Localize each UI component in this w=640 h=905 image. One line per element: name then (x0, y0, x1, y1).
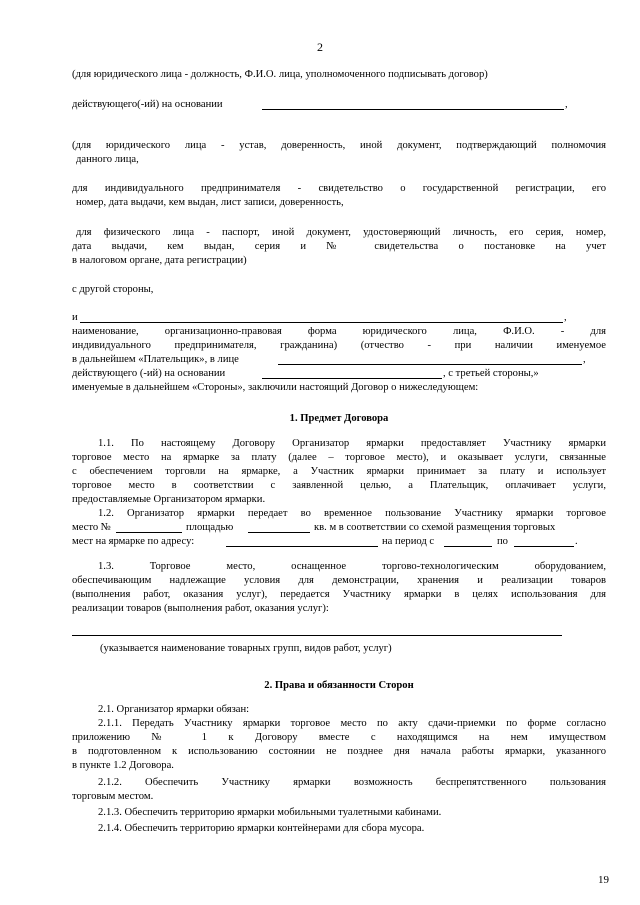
clause-2-1-1-b: приложению № 1 к Договору вместе с находящимся на нем имуществом (72, 732, 606, 743)
clause-2-1-4: 2.1.4. Обеспечить территорию ярмарки контейнерами для сбора мусора. (98, 823, 425, 834)
and-text: и (72, 312, 78, 323)
clause-1-1-c: с обеспечением торговли на ярмарке, а Участник ярмарки принимает за плату и использует (72, 466, 606, 477)
payer-basis-label: действующего (-ий) на основании (72, 368, 226, 379)
place-number-label: место № (72, 522, 111, 533)
area-blank (248, 532, 310, 533)
clause-2-1-3: 2.1.3. Обеспечить территорию ярмарки мобильными туалетными кабинами. (98, 807, 442, 818)
legal-entity-note: (для юридического лица - должность, Ф.И.О. лица, уполномоченного подписывать договор) (72, 69, 488, 80)
goods-blank (72, 635, 562, 636)
page-number-bottom: 19 (598, 874, 609, 886)
section-2-title: 2. Права и обязанности Сторон (264, 680, 414, 691)
note-legal-docs: (для юридического лица - устав, доверенность, иной документ, подтверждающий полномочия (72, 140, 606, 151)
basis-label: действующего(-ий) на основании (72, 99, 223, 110)
clause-1-1-d: торговое место в соответствии с заявленной целью, а Плательщик, оплачивает услуги, (72, 480, 606, 491)
clause-2-1: 2.1. Организатор ярмарки обязан: (98, 704, 250, 715)
note-entrepreneur: для индивидуального предпринимателя - свидетельство о государственной регистрации, его (72, 183, 606, 194)
payer-person-label: в дальнейшем «Плательщик», в лице (72, 354, 239, 365)
clause-1-1-a: 1.1. По настоящему Договору Организатор ярмарки предоставляет Участнику ярмарки (98, 438, 606, 449)
note-individual-end: в налоговом органе, дата регистрации) (72, 255, 247, 266)
address-label: мест на ярмарке по адресу: (72, 536, 195, 547)
page-number-top: 2 (317, 40, 323, 54)
period-to-blank (514, 546, 574, 547)
clause-1-2-a: 1.2. Организатор ярмарки передает во временное пользование Участнику ярмарки торговое (98, 508, 606, 519)
period-dot: . (575, 536, 578, 547)
third-party-text: , с третьей стороны,» (443, 368, 539, 379)
period-to-label: по (497, 536, 508, 547)
basis-blank (262, 109, 564, 110)
clause-2-1-1-c: в подготовленном к использованию состоянии не позднее дня начала работы ярмарки, указанного (72, 746, 606, 757)
payer-blank (80, 322, 563, 323)
area-unit-text: кв. м в соответствии со схемой размещения торговых (314, 522, 556, 533)
clause-1-3-d: реализации товаров (выполнения работ, оказания услуг): (72, 603, 329, 614)
payer-comma: , (564, 312, 567, 323)
clause-2-1-1-a: 2.1.1. Передать Участнику ярмарки торговое место по акту сдачи-приемки по форме согласно (98, 718, 606, 729)
note-individual: для физического лица - паспорт, иной документ, удостоверяющий личность, его серия, номер, (76, 227, 606, 238)
note-legal-docs-cont: данного лица, (76, 154, 139, 165)
parties-text: именуемые в дальнейшем «Стороны», заключили настоящий Договор о нижеследующем: (72, 382, 479, 393)
payer-note-2: индивидуального предпринимателя, гражданина) (отчество - при наличии именуемое (72, 340, 606, 351)
area-label: площадью (186, 522, 234, 533)
payer-note-1: наименование, организационно-правовая форма юридического лица, Ф.И.О. - для (72, 326, 606, 337)
payer-person-comma: , (583, 354, 586, 365)
clause-2-1-2-a: 2.1.2. Обеспечить Участнику ярмарки возможность беспрепятственного пользования (98, 777, 606, 788)
other-party-text: с другой стороны, (72, 284, 154, 295)
clause-1-3-a: 1.3. Торговое место, оснащенное торгово-технологическим оборудованием, (98, 561, 606, 572)
clause-2-1-1-d: в пункте 1.2 Договора. (72, 760, 174, 771)
note-entrepreneur-cont: номер, дата выдачи, кем выдан, лист записи, доверенность, (76, 197, 344, 208)
clause-1-1-b: торговое место на ярмарке за плату (далее – торговое место), и оказывает услуги, связанные (72, 452, 606, 463)
payer-person-blank (278, 364, 582, 365)
note-individual-cont: дата выдачи, кем выдан, серия и № свидетельства о постановке на учет (72, 241, 606, 252)
period-from-blank (444, 546, 492, 547)
address-blank (226, 546, 378, 547)
place-number-blank (116, 532, 182, 533)
section-1-title: 1. Предмет Договора (289, 413, 389, 424)
clause-2-1-2-b: торговым местом. (72, 791, 154, 802)
payer-basis-blank (262, 378, 442, 379)
clause-1-3-b: обеспечивающим надлежащие условия для демонстрации, хранения и реализации товаров (72, 575, 606, 586)
clause-1-1-e: предоставляемые Организатором ярмарки. (72, 494, 266, 505)
goods-note: (указывается наименование товарных групп, видов работ, услуг) (100, 643, 392, 654)
basis-comma: , (565, 99, 568, 110)
period-from-label: на период с (382, 536, 435, 547)
clause-1-3-c: (выполнения работ, оказания услуг), передается Участнику ярмарки в целях использования для (72, 589, 606, 600)
